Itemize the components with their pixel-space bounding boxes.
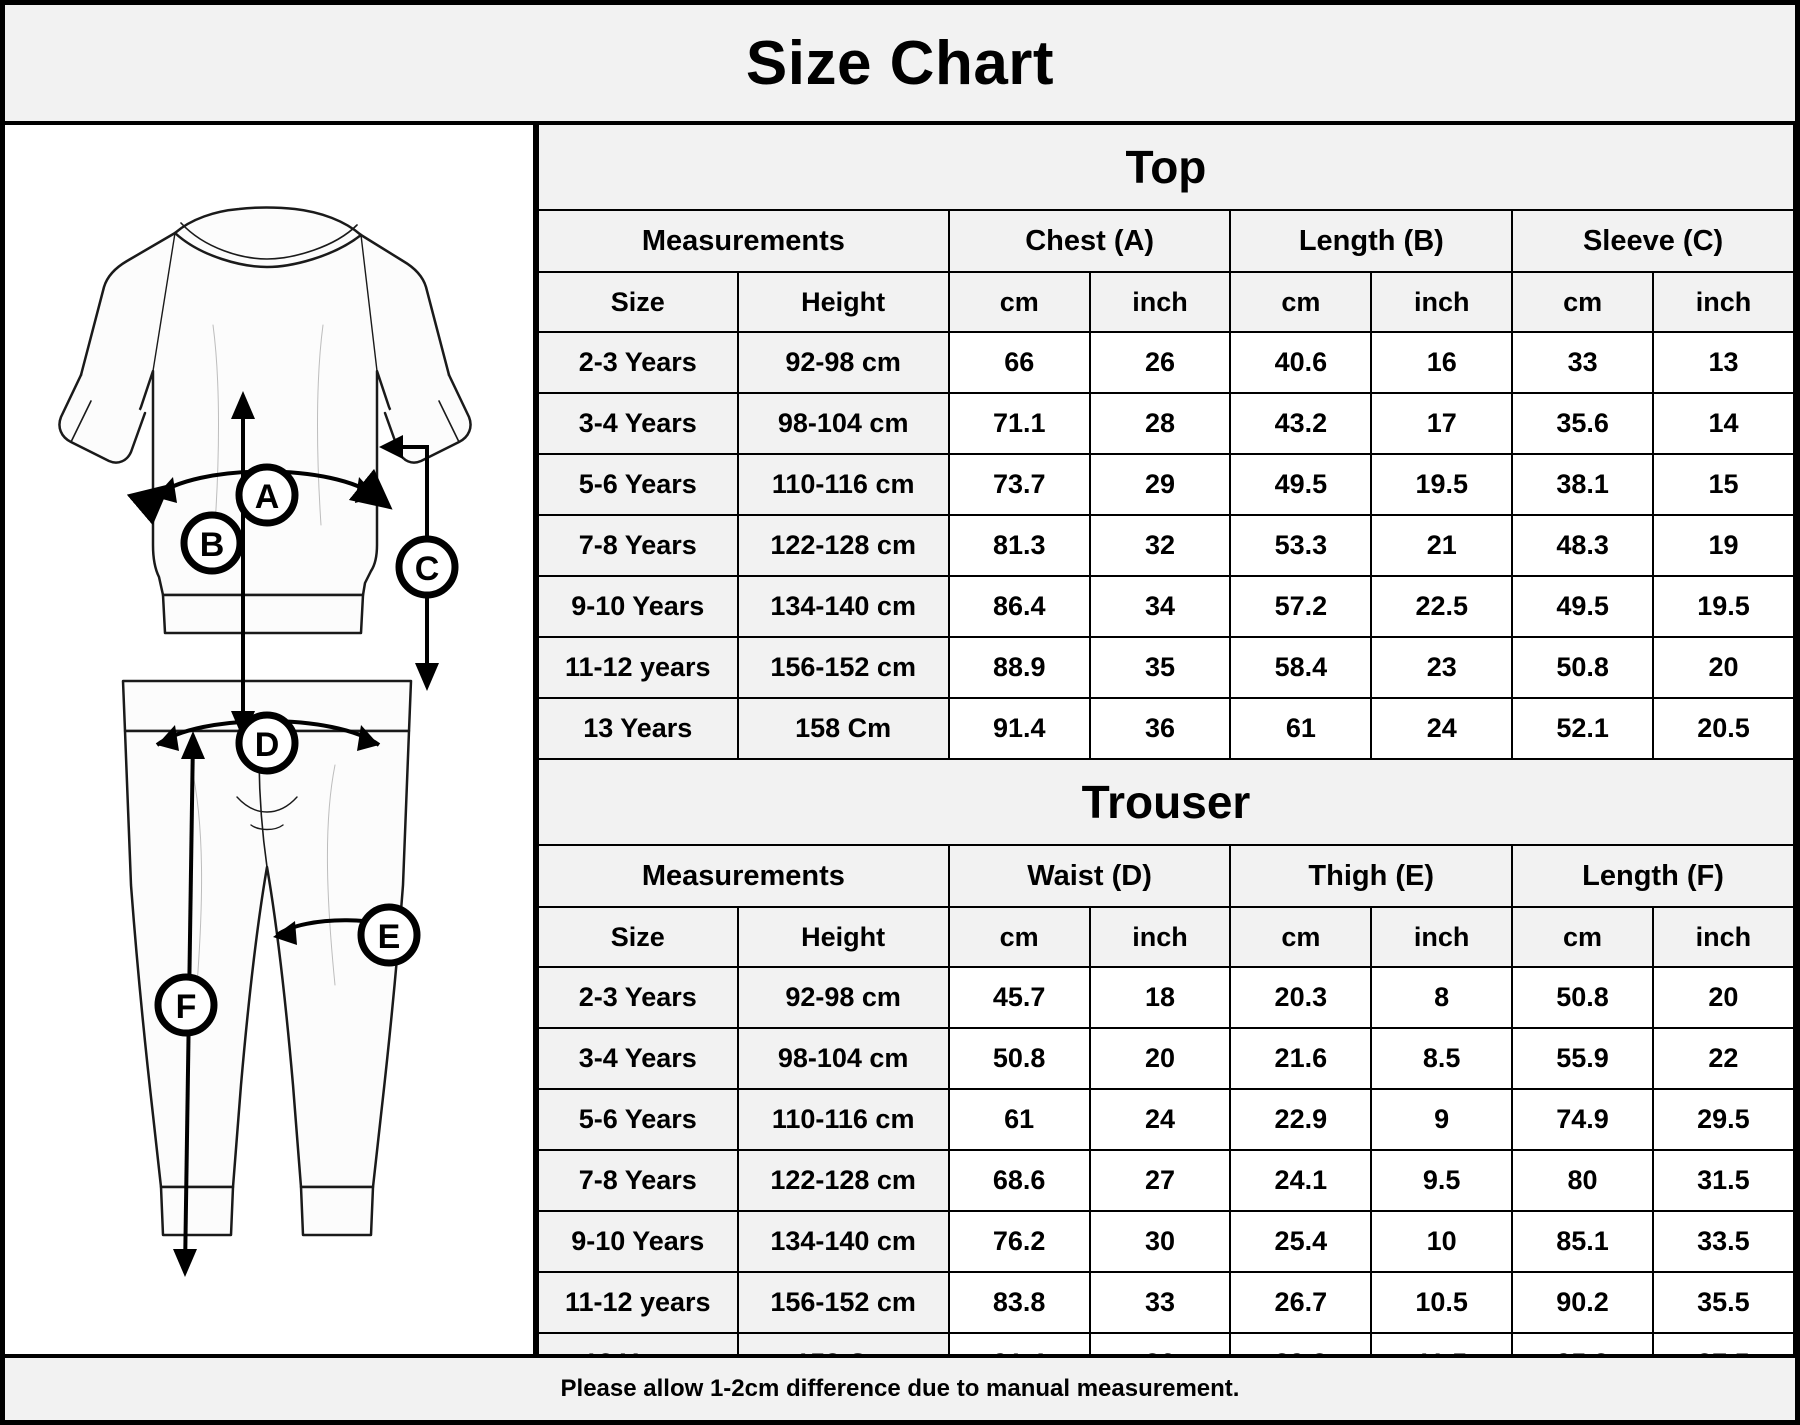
unit-header-chest-inch: inch	[1090, 272, 1231, 332]
cell-waist-cm: 83.8	[949, 1272, 1090, 1333]
cell-thigh-cm: 25.4	[1230, 1211, 1371, 1272]
cell-waist-cm: 76.2	[949, 1211, 1090, 1272]
table-row	[538, 332, 1794, 393]
cell-length-inch: 22	[1653, 1028, 1794, 1089]
cell-chest-inch: 32	[1090, 515, 1231, 576]
group-header-thigh: Thigh (E)	[1230, 845, 1512, 907]
cell-chest-cm: 88.9	[949, 637, 1090, 698]
top-unit-header-row	[538, 272, 1794, 332]
cell-sleeve-inch: 20.5	[1653, 698, 1794, 759]
cell-height: 122-128 cm	[738, 1150, 949, 1211]
cell-length-inch: 35.5	[1653, 1272, 1794, 1333]
cell-height: 110-116 cm	[738, 1089, 949, 1150]
garment-diagram-svg	[5, 125, 529, 1363]
group-header-waist: Waist (D)	[949, 845, 1231, 907]
group-header-sleeve: Sleeve (C)	[1512, 210, 1794, 272]
unit-header-size: Size	[538, 272, 738, 332]
cell-waist-inch: 27	[1090, 1150, 1231, 1211]
cell-waist-cm: 45.7	[949, 967, 1090, 1028]
cell-length-inch: 16	[1371, 332, 1512, 393]
unit-header-sleeve-inch: inch	[1653, 272, 1794, 332]
cell-thigh-cm: 26.7	[1230, 1272, 1371, 1333]
cell-thigh-cm: 24.1	[1230, 1150, 1371, 1211]
cell-length-inch: 31.5	[1653, 1150, 1794, 1211]
cell-length-cm: 57.2	[1230, 576, 1371, 637]
section-title-top: Top	[538, 125, 1794, 210]
cell-size: 9-10 Years	[538, 1211, 738, 1272]
label-badge-e	[361, 907, 417, 963]
cell-thigh-inch: 10.5	[1371, 1272, 1512, 1333]
trouser-size-table	[537, 760, 1795, 1395]
cell-size: 5-6 Years	[538, 454, 738, 515]
top-size-table	[537, 125, 1795, 760]
svg-text:D: D	[254, 726, 280, 764]
cell-sleeve-cm: 33	[1512, 332, 1653, 393]
unit-header-thigh-inch: inch	[1371, 907, 1512, 967]
table-row	[538, 454, 1794, 515]
cell-length-inch: 23	[1371, 637, 1512, 698]
cell-length-inch: 17	[1371, 393, 1512, 454]
cell-length-inch: 24	[1371, 698, 1512, 759]
cell-chest-inch: 29	[1090, 454, 1231, 515]
unit-header-height: Height	[738, 907, 949, 967]
cell-sleeve-inch: 19	[1653, 515, 1794, 576]
cell-length-cm: 85.1	[1512, 1211, 1653, 1272]
garment-illustration	[5, 125, 537, 1354]
cell-height: 92-98 cm	[738, 332, 949, 393]
top-section-header-row	[538, 125, 1794, 210]
cell-waist-inch: 20	[1090, 1028, 1231, 1089]
unit-header-height: Height	[738, 272, 949, 332]
unit-header-length-cm: cm	[1230, 272, 1371, 332]
table-row	[538, 393, 1794, 454]
cell-sleeve-inch: 19.5	[1653, 576, 1794, 637]
svg-text:F: F	[175, 988, 197, 1026]
label-badge-a	[239, 467, 295, 523]
table-row	[538, 1211, 1794, 1272]
cell-sleeve-cm: 52.1	[1512, 698, 1653, 759]
unit-header-thigh-cm: cm	[1230, 907, 1371, 967]
cell-length-inch: 20	[1653, 967, 1794, 1028]
table-row	[538, 1089, 1794, 1150]
page-title-bar	[5, 5, 1795, 125]
cell-chest-inch: 26	[1090, 332, 1231, 393]
label-badge-d	[239, 715, 295, 771]
table-row	[538, 1028, 1794, 1089]
group-header-chest: Chest (A)	[949, 210, 1231, 272]
trouser-group-header-row	[538, 845, 1794, 907]
cell-length-cm: 55.9	[1512, 1028, 1653, 1089]
cell-chest-cm: 71.1	[949, 393, 1090, 454]
cell-size: 11-12 years	[538, 1272, 738, 1333]
cell-length-inch: 22.5	[1371, 576, 1512, 637]
footer-bar	[5, 1354, 1795, 1420]
tables-area	[537, 125, 1795, 1354]
cell-length-cm: 53.3	[1230, 515, 1371, 576]
cell-height: 98-104 cm	[738, 393, 949, 454]
cell-thigh-inch: 8	[1371, 967, 1512, 1028]
cell-length-cm: 40.6	[1230, 332, 1371, 393]
cell-thigh-inch: 10	[1371, 1211, 1512, 1272]
svg-text:A: A	[254, 478, 280, 516]
table-row	[538, 576, 1794, 637]
cell-length-cm: 61	[1230, 698, 1371, 759]
cell-thigh-cm: 22.9	[1230, 1089, 1371, 1150]
cell-waist-cm: 68.6	[949, 1150, 1090, 1211]
cell-thigh-inch: 9	[1371, 1089, 1512, 1150]
group-header-measurements: Measurements	[538, 845, 949, 907]
unit-header-waist-cm: cm	[949, 907, 1090, 967]
cell-thigh-cm: 21.6	[1230, 1028, 1371, 1089]
table-row	[538, 967, 1794, 1028]
table-row	[538, 1150, 1794, 1211]
cell-length-cm: 58.4	[1230, 637, 1371, 698]
unit-header-chest-cm: cm	[949, 272, 1090, 332]
cell-waist-cm: 61	[949, 1089, 1090, 1150]
trouser-unit-header-row	[538, 907, 1794, 967]
cell-size: 11-12 years	[538, 637, 738, 698]
group-header-length: Length (B)	[1230, 210, 1512, 272]
cell-height: 98-104 cm	[738, 1028, 949, 1089]
svg-text:C: C	[414, 550, 440, 588]
cell-chest-inch: 28	[1090, 393, 1231, 454]
cell-length-inch: 33.5	[1653, 1211, 1794, 1272]
cell-sleeve-inch: 15	[1653, 454, 1794, 515]
unit-header-sleeve-cm: cm	[1512, 272, 1653, 332]
cell-waist-inch: 30	[1090, 1211, 1231, 1272]
cell-sleeve-inch: 13	[1653, 332, 1794, 393]
cell-chest-inch: 36	[1090, 698, 1231, 759]
cell-chest-cm: 66	[949, 332, 1090, 393]
group-header-length: Length (F)	[1512, 845, 1794, 907]
cell-chest-inch: 35	[1090, 637, 1231, 698]
cell-length-cm: 90.2	[1512, 1272, 1653, 1333]
page-title: Size Chart	[745, 28, 1055, 98]
cell-sleeve-cm: 38.1	[1512, 454, 1653, 515]
svg-text:E: E	[377, 918, 401, 956]
cell-height: 92-98 cm	[738, 967, 949, 1028]
cell-length-cm: 49.5	[1230, 454, 1371, 515]
unit-header-length-inch: inch	[1371, 272, 1512, 332]
cell-size: 5-6 Years	[538, 1089, 738, 1150]
cell-length-inch: 19.5	[1371, 454, 1512, 515]
cell-thigh-cm: 20.3	[1230, 967, 1371, 1028]
cell-waist-inch: 18	[1090, 967, 1231, 1028]
cell-size: 3-4 Years	[538, 393, 738, 454]
cell-sleeve-inch: 20	[1653, 637, 1794, 698]
unit-header-waist-inch: inch	[1090, 907, 1231, 967]
cell-length-inch: 29.5	[1653, 1089, 1794, 1150]
cell-height: 110-116 cm	[738, 454, 949, 515]
cell-sleeve-cm: 48.3	[1512, 515, 1653, 576]
cell-chest-cm: 81.3	[949, 515, 1090, 576]
cell-thigh-inch: 8.5	[1371, 1028, 1512, 1089]
cell-chest-cm: 91.4	[949, 698, 1090, 759]
cell-size: 9-10 Years	[538, 576, 738, 637]
unit-header-length-cm: cm	[1512, 907, 1653, 967]
cell-size: 7-8 Years	[538, 1150, 738, 1211]
svg-text:B: B	[199, 526, 225, 564]
cell-waist-inch: 33	[1090, 1272, 1231, 1333]
cell-sleeve-cm: 35.6	[1512, 393, 1653, 454]
cell-waist-inch: 24	[1090, 1089, 1231, 1150]
unit-header-length-inch: inch	[1653, 907, 1794, 967]
cell-height: 122-128 cm	[738, 515, 949, 576]
cell-height: 156-152 cm	[738, 637, 949, 698]
table-row	[538, 1272, 1794, 1333]
cell-size: 7-8 Years	[538, 515, 738, 576]
cell-height: 156-152 cm	[738, 1272, 949, 1333]
cell-sleeve-cm: 50.8	[1512, 637, 1653, 698]
top-group-header-row	[538, 210, 1794, 272]
cell-height: 158 Cm	[738, 698, 949, 759]
cell-length-inch: 21	[1371, 515, 1512, 576]
group-header-measurements: Measurements	[538, 210, 949, 272]
table-row	[538, 698, 1794, 759]
cell-size: 2-3 Years	[538, 967, 738, 1028]
cell-length-cm: 50.8	[1512, 967, 1653, 1028]
cell-height: 134-140 cm	[738, 576, 949, 637]
unit-header-size: Size	[538, 907, 738, 967]
cell-thigh-inch: 9.5	[1371, 1150, 1512, 1211]
cell-chest-cm: 86.4	[949, 576, 1090, 637]
cell-sleeve-cm: 49.5	[1512, 576, 1653, 637]
cell-length-cm: 74.9	[1512, 1089, 1653, 1150]
cell-chest-cm: 73.7	[949, 454, 1090, 515]
section-title-trouser: Trouser	[538, 760, 1794, 845]
table-row	[538, 515, 1794, 576]
label-badge-f	[158, 977, 214, 1033]
cell-length-cm: 43.2	[1230, 393, 1371, 454]
cell-size: 2-3 Years	[538, 332, 738, 393]
cell-height: 134-140 cm	[738, 1211, 949, 1272]
table-row	[538, 637, 1794, 698]
chart-body	[5, 125, 1795, 1354]
cell-size: 3-4 Years	[538, 1028, 738, 1089]
cell-waist-cm: 50.8	[949, 1028, 1090, 1089]
label-badge-c	[399, 539, 455, 595]
trouser-section-header-row	[538, 760, 1794, 845]
cell-length-cm: 80	[1512, 1150, 1653, 1211]
measurement-disclaimer: Please allow 1-2cm difference due to manual measurement.	[560, 1375, 1240, 1402]
cell-chest-inch: 34	[1090, 576, 1231, 637]
label-badge-b	[184, 515, 240, 571]
cell-sleeve-inch: 14	[1653, 393, 1794, 454]
cell-size: 13 Years	[538, 698, 738, 759]
